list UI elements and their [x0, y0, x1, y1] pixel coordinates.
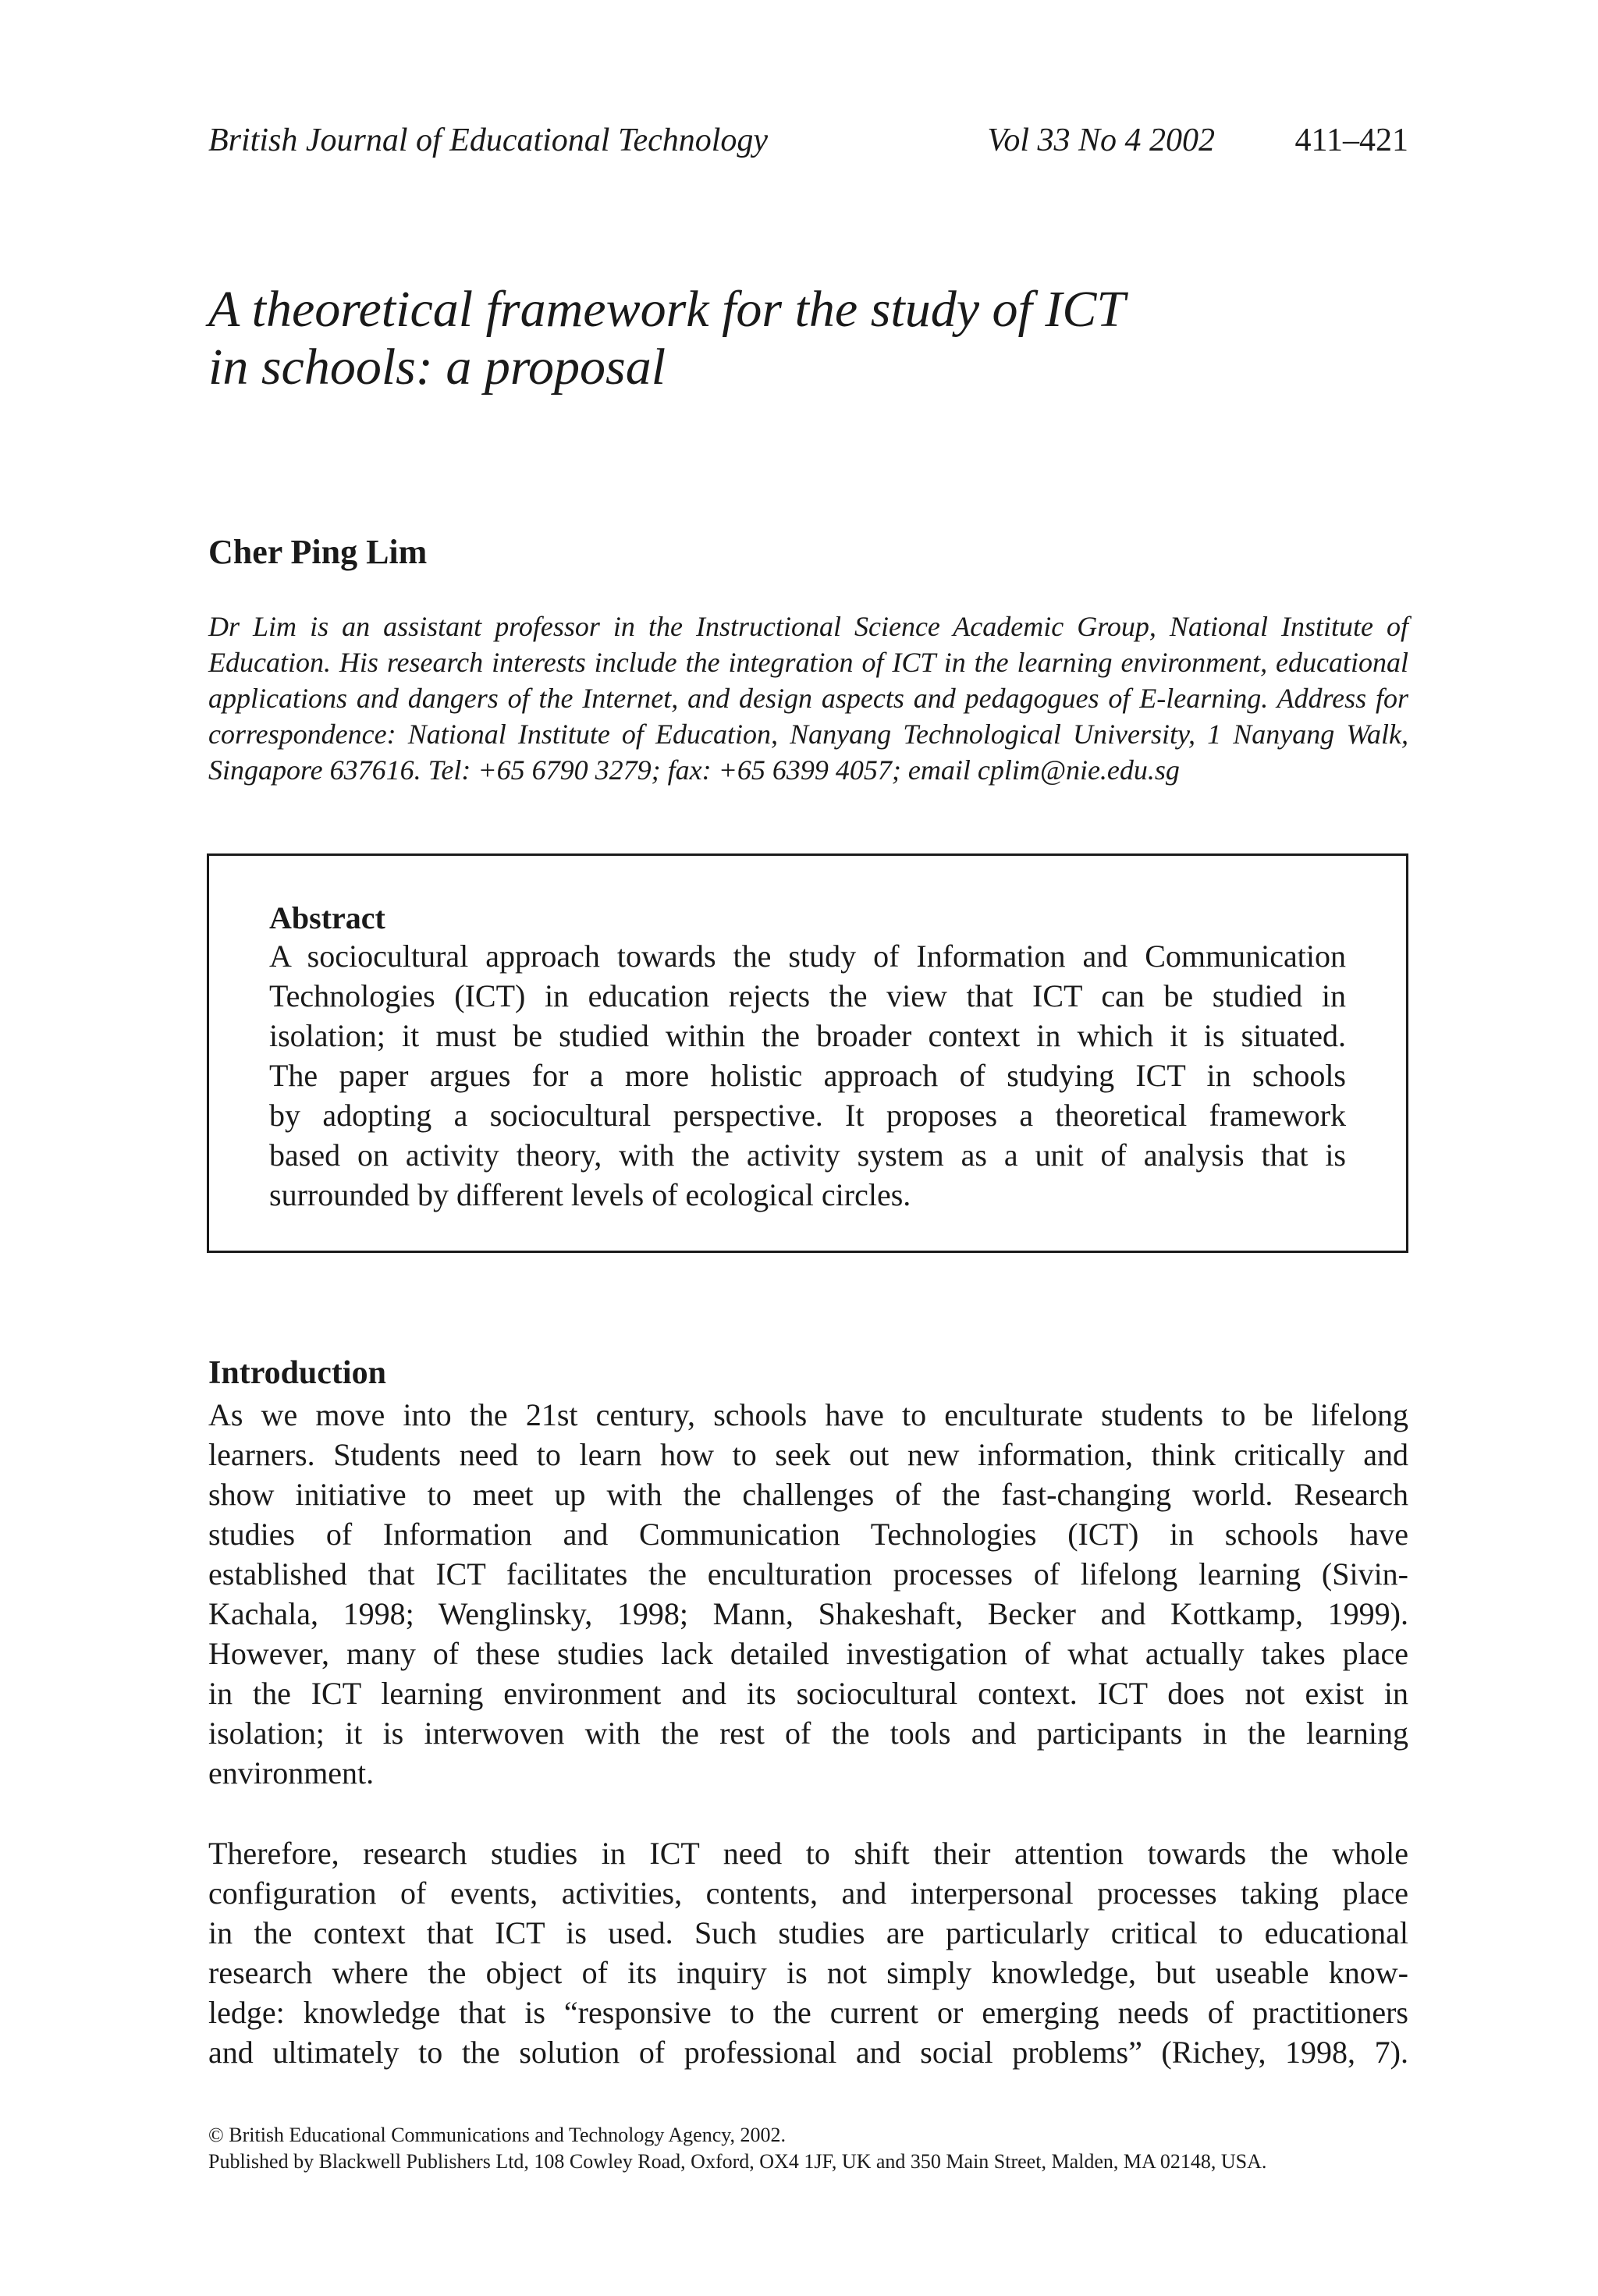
page-range: 411–421	[1294, 122, 1408, 158]
abstract-box	[207, 853, 1408, 1253]
introduction-heading: Introduction	[208, 1355, 386, 1391]
body-line: and ultimately to the solution of professional and social problems” (Richey, 1998, 7).	[208, 2035, 1408, 2070]
running-head	[208, 117, 1408, 164]
body-line: As we move into the 21st century, schools have to enculturate students to be lifelong	[208, 1397, 1408, 1432]
body-line: ledge: knowledge that is “responsive to the current or emerging needs of practitioners	[208, 1995, 1408, 2030]
body-line: in the ICT learning environment and its sociocultural context. ICT does not exist in	[208, 1676, 1408, 1711]
body-line: isolation; it is interwoven with the rest of the tools and participants in the learning	[208, 1716, 1408, 1751]
body-line: environment.	[208, 1755, 375, 1790]
body-line: learners. Students need to learn how to seek out new information, think critically and	[208, 1437, 1408, 1472]
body-line: established that ICT facilitates the enculturation processes of lifelong learning (Sivin-	[208, 1556, 1408, 1592]
journal-name: British Journal of Educational Technology	[208, 122, 769, 158]
affiliation-line: applications and dangers of the Internet, and design aspects and pedagogues of E-learning. Address for	[208, 683, 1408, 714]
author-name: Cher Ping Lim	[208, 533, 428, 571]
abstract-line: The paper argues for a more holistic approach of studying ICT in schools	[269, 1058, 1346, 1093]
introduction-paragraph-2	[208, 1833, 1408, 2072]
abstract-line: A sociocultural approach towards the study of Information and Communication	[269, 939, 1346, 974]
body-line: However, many of these studies lack detailed investigation of what actually takes place	[208, 1636, 1408, 1671]
title-line: in schools: a proposal	[208, 339, 666, 396]
affiliation-line: correspondence: National Institute of Education, Nanyang Technological University, 1 Nanyang Walk,	[208, 719, 1408, 750]
page-footer	[208, 2122, 1408, 2175]
abstract-heading: Abstract	[269, 900, 385, 935]
volume-info: Vol 33 No 4 2002	[987, 122, 1215, 158]
abstract-line: Technologies (ICT) in education rejects the view that ICT can be studied in	[269, 978, 1346, 1013]
article-title	[208, 281, 1223, 396]
affiliation-line: Education. His research interests include the integration of ICT in the learning environment, educational	[208, 647, 1408, 678]
body-line: show initiative to meet up with the challenges of the fast-changing world. Research	[208, 1477, 1408, 1512]
introduction-paragraph-1	[208, 1395, 1408, 1793]
author-affiliation	[208, 609, 1408, 788]
affiliation-line: Dr Lim is an assistant professor in the Instructional Science Academic Group, National Institute of	[208, 611, 1408, 642]
affiliation-line: Singapore 637616. Tel: +65 6790 3279; fax: +65 6399 4057; email cplim@nie.edu.sg	[208, 754, 1180, 786]
body-line: configuration of events, activities, contents, and interpersonal processes taking place	[208, 1875, 1408, 1911]
body-line: studies of Information and Communication Technologies (ICT) in schools have	[208, 1517, 1408, 1552]
body-line: in the context that ICT is used. Such studies are particularly critical to educational	[208, 1915, 1408, 1950]
abstract-line: by adopting a sociocultural perspective. It proposes a theoretical framework	[269, 1098, 1346, 1133]
body-line: Therefore, research studies in ICT need to shift their attention towards the whole	[208, 1836, 1408, 1871]
title-line: A theoretical framework for the study of ICT	[208, 281, 1126, 338]
body-line: research where the object of its inquiry is not simply knowledge, but useable know-	[208, 1955, 1408, 1990]
body-line: Kachala, 1998; Wenglinsky, 1998; Mann, Shakeshaft, Becker and Kottkamp, 1999).	[208, 1596, 1408, 1631]
abstract-line: surrounded by different levels of ecological circles.	[269, 1177, 911, 1212]
copyright-notice: © British Educational Communications and Technology Agency, 2002.	[208, 2124, 787, 2146]
abstract-line: isolation; it must be studied within the broader context in which it is situated.	[269, 1018, 1346, 1053]
publisher-notice: Published by Blackwell Publishers Ltd, 108 Cowley Road, Oxford, OX4 1JF, UK and 350 Main Street, Malden, MA 02148, USA.	[208, 2150, 1267, 2173]
abstract-line: based on activity theory, with the activity system as a unit of analysis that is	[269, 1137, 1346, 1173]
abstract-text	[269, 936, 1346, 1215]
